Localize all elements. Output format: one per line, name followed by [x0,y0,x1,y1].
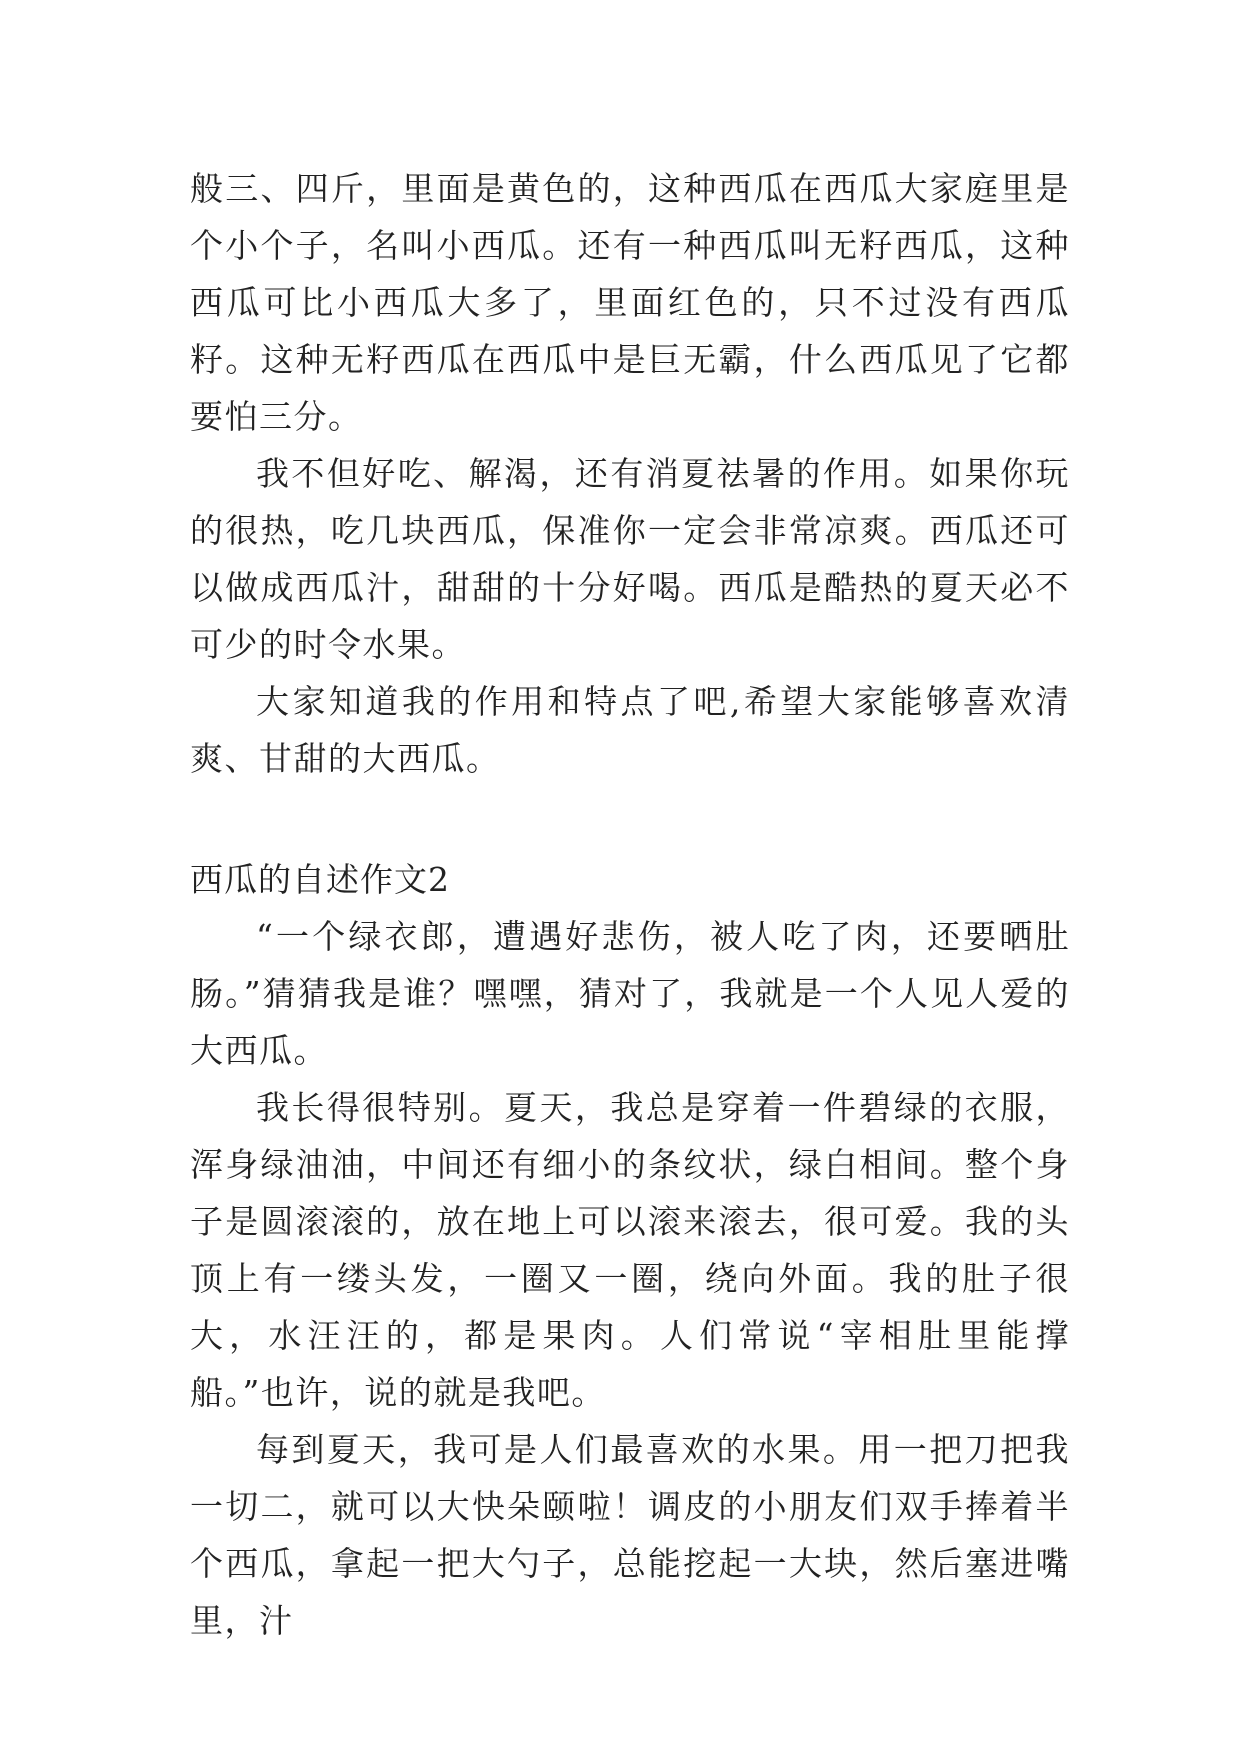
essay2-paragraph-appearance: 我长得很特别。夏天，我总是穿着一件碧绿的衣服，浑身绿油油，中间还有细小的条纹状，绿白相间。整个身子是圆滚滚的，放在地上可以滚来滚去，很可爱。我的头顶上有一缕头发，一圈又一圈，绕向外面。我的肚子很大，水汪汪的，都是果肉。人们常说“宰相肚里能撑船。”也许，说的就是我吧。 [190,1088,1070,1412]
essay2-paragraph-summer: 每到夏天，我可是人们最喜欢的水果。用一把刀把我一切二，就可以大快朵颐啦！调皮的小朋友们双手捧着半个西瓜，拿起一把大勺子，总能挖起一大块，然后塞进嘴里，汁 [190,1430,1070,1640]
essay1-paragraph-continued: 般三、四斤，里面是黄色的，这种西瓜在西瓜大家庭里是个小个子，名叫小西瓜。还有一种西瓜叫无籽西瓜，这种西瓜可比小西瓜大多了，里面红色的，只不过没有西瓜籽。这种无籽西瓜在西瓜中是巨无霸，什么西瓜见了它都要怕三分。 [190,169,1070,436]
essay2-title: 西瓜的自述作文2 [190,860,450,899]
essay2-paragraph-riddle: “一个绿衣郎，遭遇好悲伤，被人吃了肉，还要晒肚肠。”猜猜我是谁？嘿嘿，猜对了，我就是一个人见人爱的大西瓜。 [190,917,1070,1070]
section-spacer [190,787,1070,851]
document-page [190,160,1070,1649]
essay1-paragraph-closing: 大家知道我的作用和特点了吧,希望大家能够喜欢清爽、甘甜的大西瓜。 [190,682,1070,778]
essay1-paragraph-uses: 我不但好吃、解渴，还有消夏祛暑的作用。如果你玩的很热，吃几块西瓜，保准你一定会非常凉爽。西瓜还可以做成西瓜汁，甜甜的十分好喝。西瓜是酷热的夏天必不可少的时令水果。 [190,454,1070,664]
